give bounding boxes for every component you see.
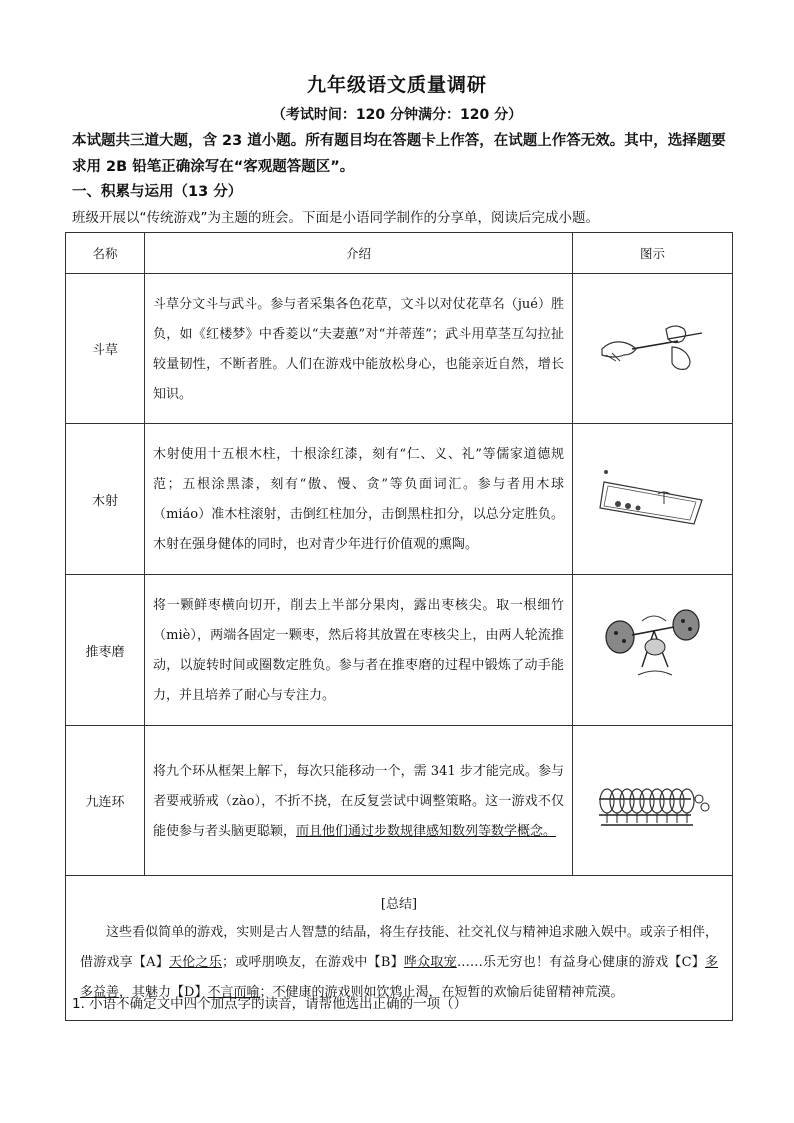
game-name: 木射 <box>66 424 145 575</box>
header-intro: 介绍 <box>145 233 573 274</box>
game-desc: 木射使用十五根木柱，十根涂红漆，刻有“仁、义、礼”等儒家道德规范；五根涂黑漆，刻有“傲、慢、贪”等负面词汇。参与者用木球（miáo）准木柱滚射，击倒红柱加分，击倒黑柱扣分，以总分定胜负。木射在强身健体的同时，也对青少年进行价值观的熏陶。 <box>145 424 573 575</box>
header-name: 名称 <box>66 233 145 274</box>
grass-pulling-hands-icon <box>598 319 708 379</box>
section-title: 一、积累与运用（13 分） <box>72 184 243 200</box>
blank-d-term: 不言而喻 <box>207 984 260 1000</box>
table-row <box>66 726 733 876</box>
table-row <box>66 274 733 424</box>
summary-part: 这些看似简单的游戏，实则是古人智慧的结晶，将生存技能、社交礼仪与精神追求融入娱中。或亲子相伴，借游戏享【A】 <box>80 924 718 970</box>
game-name: 九连环 <box>66 726 145 876</box>
wooden-pins-board-icon <box>598 464 708 534</box>
summary-part: ，其魅力【D】 <box>119 984 208 1000</box>
summary-heading: [总结] <box>380 896 418 912</box>
game-desc <box>145 726 573 876</box>
nine-linked-rings-icon <box>593 771 713 831</box>
game-name: 推枣磨 <box>66 575 145 726</box>
question-1: 1. 小语不确定文中四个加点字的读音，请帮他选出正确的一项（） <box>72 996 468 1012</box>
share-table <box>65 232 733 1021</box>
section-lead: 班级开展以“传统游戏”为主题的班会。下面是小语同学制作的分享单，阅读后完成小题。 <box>72 210 599 226</box>
summary-part: ；不健康的游戏则如饮鸩止渴，在短暂的欢愉后徒留精神荒漠。 <box>259 984 624 1000</box>
game-desc: 将一颗鲜枣横向切开，削去上半部分果肉，露出枣核尖。取一根细竹（miè），两端各固定一颗枣，然后将其放置在枣核尖上，由两人轮流推动，以旋转时间或圈数定胜负。参与者在推枣磨的过程中锻炼了动手能力，并且培养了耐心与专注力。 <box>145 575 573 726</box>
summary-part: ；或呼朋唤友，在游戏中【B】 <box>222 954 404 970</box>
game-desc-underlined: 而且他们通过步数规律感知数列等数学概念。 <box>296 823 557 839</box>
page-title: 九年级语文质量调研 <box>306 74 487 96</box>
exam-time-note: （考试时间：120 分钟满分：120 分） <box>271 107 523 123</box>
date-spinner-icon <box>598 605 708 695</box>
blank-b-term: 哗众取宠 <box>403 954 457 970</box>
blank-a-term: 天伦之乐 <box>169 954 222 970</box>
header-figure: 图示 <box>573 233 733 274</box>
game-desc: 斗草分文斗与武斗。参与者采集各色花草，文斗以对仗花草名（jué）胜负，如《红楼梦》中香菱以“夫妻蕙”对“并蒂莲”；武斗用草茎互勾拉扯较量韧性，不断者胜。人们在游戏中能放松身心，也能亲近自然，增长知识。 <box>145 274 573 424</box>
table-header-row <box>66 233 733 274</box>
summary-part: ……乐无穷也！有益身心健康的游戏【C】 <box>456 954 705 970</box>
game-name: 斗草 <box>66 274 145 424</box>
blank-c-term: 多多益善 <box>80 954 719 1000</box>
exam-instructions: 本试题共三道大题，含 23 道小题。所有题目均在答题卡上作答，在试题上作答无效。其中，选择题要求用 2B 铅笔正确涂写在“客观题答题区”。 <box>72 133 726 175</box>
game-desc-main: 将九个环从框架上解下，每次只能移动一个，需 341 步才能完成。参与者要戒骄戒（zào），不折不挠，在反复尝试中调整策略。这一游戏不仅能使参与者头脑更聪颖， <box>153 763 564 839</box>
table-row <box>66 575 733 726</box>
table-row <box>66 424 733 575</box>
